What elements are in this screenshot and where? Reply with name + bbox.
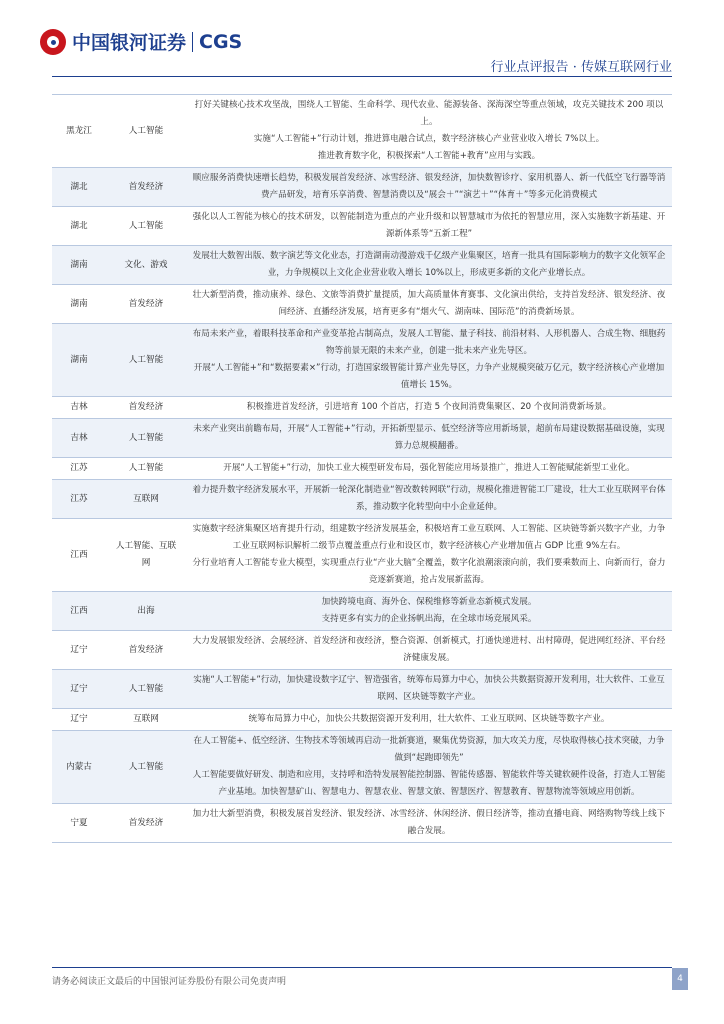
table-row — [52, 519, 672, 592]
table-row — [52, 670, 672, 709]
content-cell — [186, 397, 672, 419]
table-row — [52, 285, 672, 324]
report-type-label — [491, 56, 672, 75]
content-paragraph: 实施“人工智能+”行动计划，推进算电融合试点，数字经济核心产业营业收入增长 7%以上。 — [253, 134, 605, 144]
category-cell: 首发经济 — [106, 397, 186, 419]
policy-table-body — [52, 95, 672, 843]
content-paragraph: 大力发展银发经济、会展经济、首发经济和夜经济，整合资源、创新模式，打通快递进村、出村障碍，促进网红经济、平台经济健康发展。 — [192, 636, 666, 663]
category-cell: 互联网 — [106, 709, 186, 731]
province-cell: 辽宁 — [52, 709, 106, 731]
category-cell: 人工智能 — [106, 670, 186, 709]
category-cell: 人工智能 — [106, 419, 186, 458]
content-cell — [186, 592, 672, 631]
brand-name-cn: 中国银河证券 — [72, 32, 187, 54]
content-cell — [186, 168, 672, 207]
content-cell — [186, 207, 672, 246]
footer-divider — [52, 967, 672, 968]
content-paragraph: 壮大新型消费，推动康养、绿色、文旅等消费扩量提质，加大高质量体育赛事、文化演出供给，支持首发经济、银发经济、夜间经济、直播经济发展，培育更多有“烟火气、湖南味、国际范”的消费新场景。 — [192, 290, 666, 317]
province-cell: 江西 — [52, 592, 106, 631]
table-row — [52, 631, 672, 670]
province-cell: 吉林 — [52, 419, 106, 458]
content-cell — [186, 631, 672, 670]
content-paragraph: 开展“人工智能+”行动，加快工业大模型研发布局，强化智能应用场景推广，推进人工智能赋能新型工业化。 — [223, 463, 635, 473]
policy-table — [52, 94, 672, 843]
content-cell — [186, 458, 672, 480]
province-cell: 江苏 — [52, 480, 106, 519]
province-cell: 江西 — [52, 519, 106, 592]
content-paragraph: 分行业培育人工智能专业大模型，实现重点行业“产业大脑”全覆盖，数字化浪潮滚滚向前，我们要乘数而上、向新而行，奋力竞逐新赛道，抢占发展新蓝海。 — [192, 558, 666, 585]
brand-logo-icon — [40, 29, 66, 55]
table-row — [52, 419, 672, 458]
table-row — [52, 207, 672, 246]
table-row — [52, 731, 672, 804]
brand-logo — [40, 28, 242, 55]
table-row — [52, 458, 672, 480]
category-cell: 人工智能 — [106, 458, 186, 480]
table-row — [52, 592, 672, 631]
table-row — [52, 804, 672, 843]
province-cell: 辽宁 — [52, 631, 106, 670]
province-cell: 黑龙江 — [52, 95, 106, 168]
category-cell: 首发经济 — [106, 168, 186, 207]
category-cell: 首发经济 — [106, 804, 186, 843]
content-paragraph: 着力提升数字经济发展水平，开展新一轮深化制造业“智改数转网联”行动，规模化推进智能工厂建设，壮大工业互联网平台体系，推动数字化转型向中小企业延伸。 — [192, 485, 666, 512]
report-type-separator: · — [572, 60, 577, 75]
province-cell: 湖南 — [52, 246, 106, 285]
province-cell: 吉林 — [52, 397, 106, 419]
content-cell — [186, 519, 672, 592]
content-paragraph: 开展“人工智能+”和“数据要素×”行动，打造国家级智能计算产业先导区，力争产业规模突破万亿元，数字经济核心产业增加值增长 15%。 — [193, 363, 665, 390]
content-paragraph: 布局未来产业，着眼科技革命和产业变革抢占制高点，发展人工智能、量子科技、前沿材料、人形机器人、合成生物、细胞药物等前景无限的未来产业，创建一批未来产业先导区。 — [192, 329, 666, 356]
table-row — [52, 480, 672, 519]
brand-name-en: CGS — [199, 30, 243, 53]
content-cell — [186, 709, 672, 731]
content-cell — [186, 246, 672, 285]
category-cell: 人工智能 — [106, 324, 186, 397]
province-cell: 辽宁 — [52, 670, 106, 709]
content-paragraph: 统筹布局算力中心，加快公共数据资源开发利用，壮大软件、工业互联网、区块链等数字产业。 — [248, 714, 610, 724]
industry-label: 传媒互联网行业 — [580, 60, 672, 75]
table-row — [52, 246, 672, 285]
content-paragraph: 加力壮大新型消费，积极发展首发经济、银发经济、冰雪经济、休闲经济、假日经济等，推动直播电商、网络购物等线上线下融合发展。 — [192, 809, 666, 836]
province-cell: 江苏 — [52, 458, 106, 480]
content-paragraph: 支持更多有实力的企业扬帆出海，在全球市场竞展风采。 — [321, 614, 537, 624]
table-row — [52, 324, 672, 397]
brand-divider — [192, 32, 193, 52]
table-row — [52, 168, 672, 207]
content-paragraph: 人工智能要做好研发、制造和应用，支持呼和浩特发展智能控制器、智能传感器、智能软件等关键软硬件设备，打造人工智能产业基地。加快智慧矿山、智慧电力、智慧农业、智慧文旅、智慧医疗、智慧教育、智慧物流等领域应用创新。 — [192, 770, 666, 797]
header-divider — [52, 76, 672, 77]
category-cell: 文化、游戏 — [106, 246, 186, 285]
content-paragraph: 未来产业突出前瞻布局，开展“人工智能+”行动，开拓新型显示、低空经济等应用新场景，超前布局建设数据基础设施，实现算力总规模翻番。 — [193, 424, 665, 451]
category-cell: 出海 — [106, 592, 186, 631]
content-paragraph: 实施数字经济集聚区培育提升行动，组建数字经济发展基金，积极培育工业互联网、人工智能、区块链等新兴数字产业，力争工业互联网标识解析二级节点覆盖重点行业和设区市，数字经济核心产业增加值占 GDP 比重 9%左右。 — [192, 524, 666, 551]
category-cell: 人工智能 — [106, 207, 186, 246]
table-row — [52, 95, 672, 168]
disclaimer-text: 请务必阅读正文最后的中国银河证券股份有限公司免责声明 — [52, 977, 287, 987]
content-cell — [186, 285, 672, 324]
content-paragraph: 推进教育数字化，积极探索“人工智能+教育”应用与实践。 — [317, 151, 541, 161]
page-number: 4 — [672, 968, 688, 990]
content-cell — [186, 95, 672, 168]
province-cell: 内蒙古 — [52, 731, 106, 804]
province-cell: 湖南 — [52, 324, 106, 397]
table-row — [52, 709, 672, 731]
category-cell: 互联网 — [106, 480, 186, 519]
province-cell: 湖南 — [52, 285, 106, 324]
province-cell: 湖北 — [52, 207, 106, 246]
report-type: 行业点评报告 — [490, 60, 569, 75]
content-cell — [186, 670, 672, 709]
category-cell: 人工智能 — [106, 95, 186, 168]
content-paragraph: 强化以人工智能为核心的技术研发，以智能制造为重点的产业升级和以智慧城市为依托的智慧应用，深入实施数字新基建、开源新体系等“五新工程” — [192, 212, 666, 239]
content-paragraph: 顺应服务消费快速增长趋势，积极发展首发经济、冰雪经济、银发经济，加快数智诊疗、家用机器人、新一代低空飞行器等消费产品研发，培育乐享消费、智慧消费以及“展会＋”“演艺＋”“体育＋”等多元化消费模式 — [192, 173, 666, 200]
content-paragraph: 发展壮大数智出版、数字演艺等文化业态，打造湖南动漫游戏千亿级产业集聚区，培育一批具有国际影响力的数字文化领军企业，力争规模以上文化企业营业收入增长 10%以上，形成更多新的文化产业增长点。 — [192, 251, 666, 278]
province-cell: 湖北 — [52, 168, 106, 207]
content-paragraph: 实施“人工智能+”行动，加快建设数字辽宁、智造强省，统筹布局算力中心，加快公共数据资源开发利用，壮大软件、工业互联网、区块链等数字产业。 — [193, 675, 665, 702]
category-cell: 首发经济 — [106, 631, 186, 670]
content-cell — [186, 419, 672, 458]
content-paragraph: 积极推进首发经济，引进培育 100 个首店，打造 5 个夜间消费集聚区、20 个夜间消费新场景。 — [246, 402, 612, 412]
category-cell: 人工智能、互联网 — [106, 519, 186, 592]
content-paragraph: 加快跨境电商、海外仓、保税维修等新业态新模式发展。 — [321, 597, 537, 607]
content-cell — [186, 324, 672, 397]
category-cell: 首发经济 — [106, 285, 186, 324]
category-cell: 人工智能 — [106, 731, 186, 804]
page-header — [0, 0, 724, 80]
content-paragraph: 打好关键核心技术攻坚战，围绕人工智能、生命科学、现代农业、能源装备、深海深空等重点领域，攻克关键技术 200 项以上。 — [194, 100, 664, 127]
province-cell: 宁夏 — [52, 804, 106, 843]
content-paragraph: 在人工智能+、低空经济、生物技术等领域再启动一批新赛道，聚集优势资源，加大攻关力度，尽快取得核心技术突破，力争做到“起跑即领先” — [193, 736, 665, 763]
table-row — [52, 397, 672, 419]
content-cell — [186, 480, 672, 519]
content-cell — [186, 804, 672, 843]
content-cell — [186, 731, 672, 804]
